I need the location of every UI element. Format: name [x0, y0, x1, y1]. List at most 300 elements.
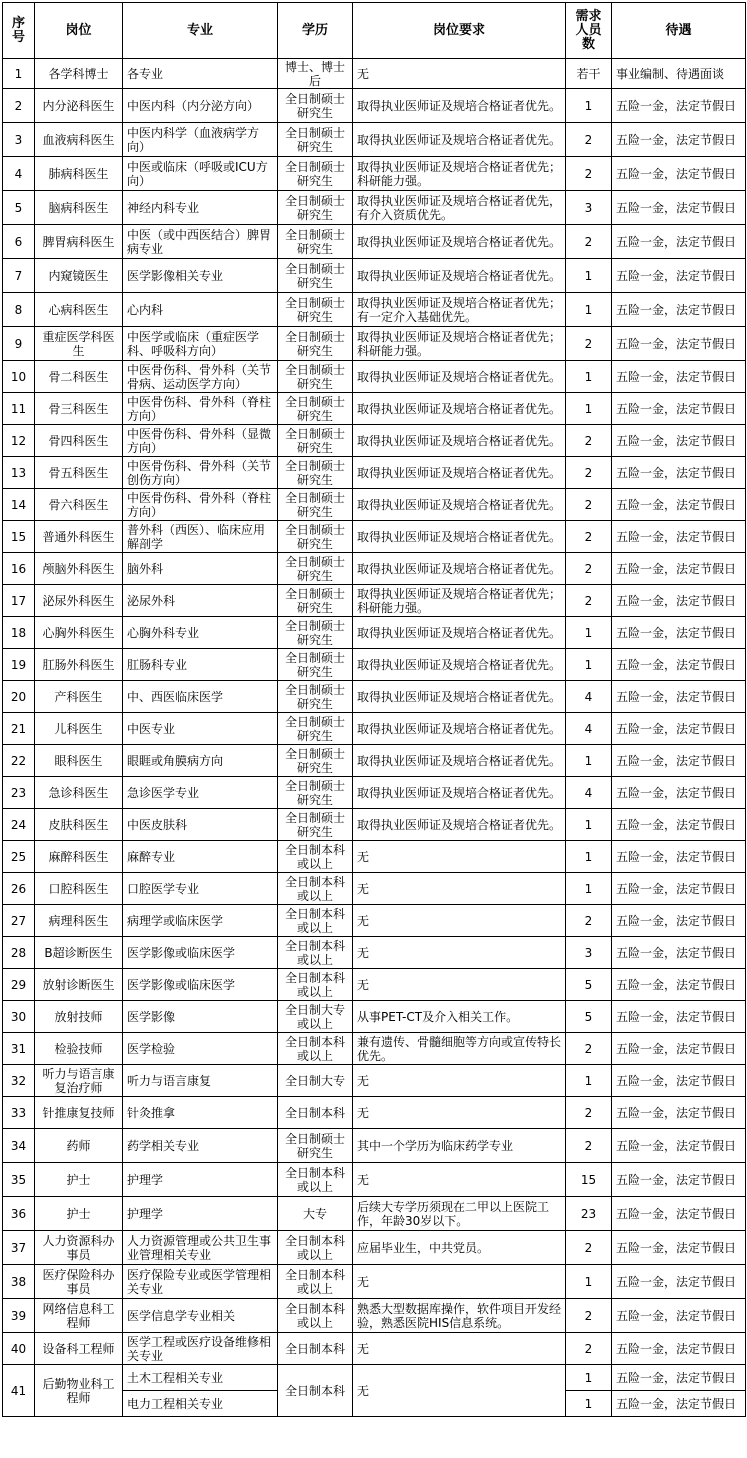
cell-requirements: 无	[353, 905, 566, 937]
cell-count: 2	[566, 585, 612, 617]
cell-benefits: 五险一金，法定节假日	[612, 1265, 746, 1299]
cell-major: 医学影像或临床医学	[123, 937, 278, 969]
cell-count: 15	[566, 1163, 612, 1197]
cell-requirements: 应届毕业生，中共党员。	[353, 1231, 566, 1265]
cell-education: 全日制本科或以上	[278, 1265, 353, 1299]
cell-major: 心内科	[123, 293, 278, 327]
cell-count: 2	[566, 1097, 612, 1129]
cell-requirements: 无	[353, 1065, 566, 1097]
table-row	[3, 1197, 746, 1231]
cell-benefits: 五险一金，法定节假日	[612, 1365, 746, 1391]
cell-requirements: 取得执业医师证及规培合格证者优先。	[353, 681, 566, 713]
cell-requirements: 取得执业医师证及规培合格证者优先。	[353, 489, 566, 521]
cell-position: 儿科医生	[35, 713, 123, 745]
cell-requirements: 无	[353, 873, 566, 905]
cell-major: 中医内科学（血液病学方向）	[123, 123, 278, 157]
cell-position: 放射诊断医生	[35, 969, 123, 1001]
cell-seq: 16	[3, 553, 35, 585]
cell-position: 各学科博士	[35, 59, 123, 89]
cell-benefits: 五险一金，法定节假日	[612, 649, 746, 681]
cell-education: 全日制本科或以上	[278, 1299, 353, 1333]
cell-education: 全日制本科或以上	[278, 1231, 353, 1265]
cell-count: 若干	[566, 59, 612, 89]
cell-count: 23	[566, 1197, 612, 1231]
cell-position: 心胸外科医生	[35, 617, 123, 649]
cell-major: 土木工程相关专业	[123, 1365, 278, 1391]
cell-seq: 28	[3, 937, 35, 969]
table-row	[3, 1065, 746, 1097]
cell-requirements: 取得执业医师证及规培合格证者优先。	[353, 713, 566, 745]
cell-requirements: 取得执业医师证及规培合格证者优先；有一定介入基础优先。	[353, 293, 566, 327]
cell-benefits: 五险一金，法定节假日	[612, 553, 746, 585]
cell-major: 心胸外科专业	[123, 617, 278, 649]
cell-education: 全日制本科或以上	[278, 905, 353, 937]
cell-requirements: 无	[353, 1097, 566, 1129]
cell-count: 3	[566, 191, 612, 225]
cell-benefits: 五险一金，法定节假日	[612, 681, 746, 713]
table-row	[3, 457, 746, 489]
cell-major: 中医皮肤科	[123, 809, 278, 841]
cell-major: 眼睚或角膜病方向	[123, 745, 278, 777]
cell-seq: 8	[3, 293, 35, 327]
table-row	[3, 905, 746, 937]
table-row	[3, 393, 746, 425]
cell-major: 中医（或中西医结合）脾胃病专业	[123, 225, 278, 259]
cell-seq: 39	[3, 1299, 35, 1333]
cell-count: 2	[566, 905, 612, 937]
cell-seq: 35	[3, 1163, 35, 1197]
table-row	[3, 745, 746, 777]
cell-requirements: 后续大专学历须现在二甲以上医院工作，年龄30岁以下。	[353, 1197, 566, 1231]
table-row	[3, 969, 746, 1001]
cell-benefits: 五险一金，法定节假日	[612, 457, 746, 489]
cell-count: 2	[566, 327, 612, 361]
cell-benefits: 五险一金，法定节假日	[612, 809, 746, 841]
cell-count: 4	[566, 777, 612, 809]
cell-major: 电力工程相关专业	[123, 1391, 278, 1417]
cell-major: 医学影像相关专业	[123, 259, 278, 293]
cell-major: 听力与语言康复	[123, 1065, 278, 1097]
cell-major: 肛肠科专业	[123, 649, 278, 681]
cell-requirements: 熟悉大型数据库操作，软件项目开发经验，熟悉医院HIS信息系统。	[353, 1299, 566, 1333]
cell-major: 医学信息学专业相关	[123, 1299, 278, 1333]
cell-count: 2	[566, 1333, 612, 1365]
cell-major: 急诊医学专业	[123, 777, 278, 809]
cell-major: 医学影像或临床医学	[123, 969, 278, 1001]
cell-requirements: 无	[353, 1365, 566, 1417]
cell-education: 大专	[278, 1197, 353, 1231]
cell-position: 脑病科医生	[35, 191, 123, 225]
cell-seq: 19	[3, 649, 35, 681]
table-row	[3, 841, 746, 873]
table-row	[3, 89, 746, 123]
cell-seq: 14	[3, 489, 35, 521]
cell-count: 5	[566, 1001, 612, 1033]
cell-position: 普通外科医生	[35, 521, 123, 553]
cell-count: 1	[566, 1391, 612, 1417]
table-row	[3, 681, 746, 713]
cell-seq: 6	[3, 225, 35, 259]
cell-requirements: 取得执业医师证及规培合格证者优先。	[353, 425, 566, 457]
cell-seq: 31	[3, 1033, 35, 1065]
cell-position: 产科医生	[35, 681, 123, 713]
cell-major: 医疗保险专业或医学管理相关专业	[123, 1265, 278, 1299]
cell-seq: 37	[3, 1231, 35, 1265]
table-row	[3, 1033, 746, 1065]
cell-benefits: 五险一金，法定节假日	[612, 259, 746, 293]
cell-benefits: 五险一金，法定节假日	[612, 425, 746, 457]
cell-major: 中医骨伤科、骨外科（脊柱方向）	[123, 489, 278, 521]
cell-position: 设备科工程师	[35, 1333, 123, 1365]
cell-education: 全日制硕士研究生	[278, 585, 353, 617]
cell-seq: 29	[3, 969, 35, 1001]
cell-position: 肺病科医生	[35, 157, 123, 191]
cell-seq: 20	[3, 681, 35, 713]
cell-education: 全日制硕士研究生	[278, 1129, 353, 1163]
cell-requirements: 从事PET-CT及介入相关工作。	[353, 1001, 566, 1033]
cell-requirements: 取得执业医师证及规培合格证者优先。	[353, 89, 566, 123]
cell-count: 1	[566, 873, 612, 905]
cell-education: 全日制硕士研究生	[278, 259, 353, 293]
cell-major: 中医骨伤科、骨外科（关节创伤方向）	[123, 457, 278, 489]
table-row	[3, 585, 746, 617]
cell-position: 骨四科医生	[35, 425, 123, 457]
table-row	[3, 809, 746, 841]
cell-count: 2	[566, 553, 612, 585]
cell-position: 听力与语言康复治疗师	[35, 1065, 123, 1097]
cell-benefits: 五险一金，法定节假日	[612, 905, 746, 937]
cell-education: 全日制硕士研究生	[278, 617, 353, 649]
cell-position: 内分泌科医生	[35, 89, 123, 123]
cell-education: 全日制本科	[278, 1365, 353, 1417]
cell-benefits: 五险一金，法定节假日	[612, 617, 746, 649]
cell-count: 2	[566, 521, 612, 553]
cell-benefits: 五险一金，法定节假日	[612, 1197, 746, 1231]
cell-major: 护理学	[123, 1163, 278, 1197]
cell-requirements: 取得执业医师证及规培合格证者优先。	[353, 809, 566, 841]
table-row	[3, 293, 746, 327]
cell-count: 2	[566, 123, 612, 157]
cell-position: 麻醉科医生	[35, 841, 123, 873]
cell-position: 颅脑外科医生	[35, 553, 123, 585]
cell-count: 1	[566, 393, 612, 425]
cell-education: 全日制本科或以上	[278, 873, 353, 905]
header-major: 专业	[123, 3, 278, 59]
cell-count: 1	[566, 1265, 612, 1299]
header-seq: 序号	[3, 3, 35, 59]
cell-benefits: 五险一金，法定节假日	[612, 937, 746, 969]
cell-position: 骨二科医生	[35, 361, 123, 393]
cell-count: 1	[566, 617, 612, 649]
cell-benefits: 五险一金，法定节假日	[612, 585, 746, 617]
cell-education: 全日制硕士研究生	[278, 681, 353, 713]
cell-requirements: 无	[353, 1333, 566, 1365]
table-row	[3, 157, 746, 191]
table-row	[3, 361, 746, 393]
cell-requirements: 取得执业医师证及规培合格证者优先，有介入资质优先。	[353, 191, 566, 225]
cell-seq: 40	[3, 1333, 35, 1365]
cell-major: 中医专业	[123, 713, 278, 745]
cell-education: 全日制本科或以上	[278, 1163, 353, 1197]
cell-seq: 38	[3, 1265, 35, 1299]
cell-position: 放射技师	[35, 1001, 123, 1033]
cell-count: 4	[566, 681, 612, 713]
cell-requirements: 取得执业医师证及规培合格证者优先。	[353, 457, 566, 489]
cell-major: 病理学或临床医学	[123, 905, 278, 937]
cell-major: 中医骨伤科、骨外科（显微方向）	[123, 425, 278, 457]
cell-education: 全日制大专	[278, 1065, 353, 1097]
table-row	[3, 937, 746, 969]
cell-count: 1	[566, 1365, 612, 1391]
cell-seq: 27	[3, 905, 35, 937]
cell-requirements: 取得执业医师证及规培合格证者优先。	[353, 777, 566, 809]
cell-position: 病理科医生	[35, 905, 123, 937]
cell-requirements: 无	[353, 59, 566, 89]
cell-seq: 11	[3, 393, 35, 425]
cell-major: 人力资源管理或公共卫生事业管理相关专业	[123, 1231, 278, 1265]
cell-requirements: 取得执业医师证及规培合格证者优先。	[353, 553, 566, 585]
cell-count: 1	[566, 809, 612, 841]
cell-seq: 1	[3, 59, 35, 89]
cell-seq: 12	[3, 425, 35, 457]
cell-count: 5	[566, 969, 612, 1001]
cell-benefits: 五险一金，法定节假日	[612, 1033, 746, 1065]
cell-requirements: 无	[353, 1163, 566, 1197]
cell-seq: 17	[3, 585, 35, 617]
cell-requirements: 取得执业医师证及规培合格证者优先。	[353, 123, 566, 157]
cell-requirements: 无	[353, 1265, 566, 1299]
cell-position: 眼科医生	[35, 745, 123, 777]
cell-position: 护士	[35, 1163, 123, 1197]
cell-education: 全日制硕士研究生	[278, 393, 353, 425]
cell-benefits: 五险一金，法定节假日	[612, 1001, 746, 1033]
cell-position: 急诊科医生	[35, 777, 123, 809]
cell-education: 博士、博士后	[278, 59, 353, 89]
table-row	[3, 1001, 746, 1033]
cell-seq: 23	[3, 777, 35, 809]
cell-benefits: 五险一金，法定节假日	[612, 841, 746, 873]
cell-benefits: 五险一金，法定节假日	[612, 1065, 746, 1097]
cell-position: 针推康复技师	[35, 1097, 123, 1129]
cell-major: 中医或临床（呼吸或ICU方向）	[123, 157, 278, 191]
cell-benefits: 五险一金，法定节假日	[612, 777, 746, 809]
cell-benefits: 五险一金，法定节假日	[612, 393, 746, 425]
cell-position: 口腔科医生	[35, 873, 123, 905]
cell-benefits: 事业编制、待遇面谈	[612, 59, 746, 89]
cell-requirements: 兼有遗传、骨髓细胞等方向或宣传特长优先。	[353, 1033, 566, 1065]
table-row	[3, 1097, 746, 1129]
cell-count: 2	[566, 225, 612, 259]
cell-seq: 24	[3, 809, 35, 841]
cell-seq: 13	[3, 457, 35, 489]
table-row	[3, 777, 746, 809]
header-count: 需求人员数	[566, 3, 612, 59]
cell-seq: 34	[3, 1129, 35, 1163]
cell-count: 2	[566, 157, 612, 191]
cell-requirements: 取得执业医师证及规培合格证者优先。	[353, 393, 566, 425]
cell-major: 护理学	[123, 1197, 278, 1231]
cell-seq: 9	[3, 327, 35, 361]
cell-education: 全日制硕士研究生	[278, 745, 353, 777]
cell-education: 全日制大专或以上	[278, 1001, 353, 1033]
cell-major: 普外科（西医）、临床应用解剖学	[123, 521, 278, 553]
cell-requirements: 取得执业医师证及规培合格证者优先。	[353, 361, 566, 393]
cell-major: 麻醉专业	[123, 841, 278, 873]
cell-education: 全日制硕士研究生	[278, 777, 353, 809]
cell-requirements: 无	[353, 937, 566, 969]
cell-seq: 33	[3, 1097, 35, 1129]
table-row	[3, 1299, 746, 1333]
cell-requirements: 取得执业医师证及规培合格证者优先。	[353, 521, 566, 553]
cell-major: 神经内科专业	[123, 191, 278, 225]
cell-education: 全日制硕士研究生	[278, 89, 353, 123]
cell-benefits: 五险一金，法定节假日	[612, 293, 746, 327]
cell-education: 全日制硕士研究生	[278, 553, 353, 585]
cell-seq: 4	[3, 157, 35, 191]
cell-position: 脾胃病科医生	[35, 225, 123, 259]
cell-position: 骨三科医生	[35, 393, 123, 425]
cell-education: 全日制硕士研究生	[278, 457, 353, 489]
cell-count: 2	[566, 457, 612, 489]
cell-seq: 36	[3, 1197, 35, 1231]
cell-benefits: 五险一金，法定节假日	[612, 873, 746, 905]
cell-major: 中医学或临床（重症医学科、呼吸科方向）	[123, 327, 278, 361]
table-row	[3, 873, 746, 905]
cell-major: 药学相关专业	[123, 1129, 278, 1163]
cell-education: 全日制硕士研究生	[278, 123, 353, 157]
cell-seq: 10	[3, 361, 35, 393]
cell-major: 中医内科（内分泌方向）	[123, 89, 278, 123]
cell-requirements: 取得执业医师证及规培合格证者优先。	[353, 745, 566, 777]
cell-benefits: 五险一金，法定节假日	[612, 521, 746, 553]
cell-position: 医疗保险科办事员	[35, 1265, 123, 1299]
cell-education: 全日制本科或以上	[278, 937, 353, 969]
cell-education: 全日制硕士研究生	[278, 293, 353, 327]
cell-major: 针灸推拿	[123, 1097, 278, 1129]
cell-education: 全日制硕士研究生	[278, 521, 353, 553]
cell-position: 肛肠外科医生	[35, 649, 123, 681]
header-education: 学历	[278, 3, 353, 59]
cell-count: 1	[566, 89, 612, 123]
header-benefits: 待遇	[612, 3, 746, 59]
cell-seq: 2	[3, 89, 35, 123]
cell-seq: 5	[3, 191, 35, 225]
cell-major: 中、西医临床医学	[123, 681, 278, 713]
table-row	[3, 123, 746, 157]
cell-benefits: 五险一金，法定节假日	[612, 1163, 746, 1197]
header-row	[3, 3, 746, 59]
table-row	[3, 1231, 746, 1265]
cell-requirements: 取得执业医师证及规培合格证者优先。	[353, 225, 566, 259]
cell-count: 1	[566, 745, 612, 777]
table-row	[3, 259, 746, 293]
cell-major: 医学检验	[123, 1033, 278, 1065]
cell-seq: 18	[3, 617, 35, 649]
cell-education: 全日制本科或以上	[278, 1033, 353, 1065]
cell-major: 医学影像	[123, 1001, 278, 1033]
cell-requirements: 取得执业医师证及规培合格证者优先。	[353, 259, 566, 293]
cell-requirements: 取得执业医师证及规培合格证者优先。	[353, 649, 566, 681]
header-position: 岗位	[35, 3, 123, 59]
cell-seq: 25	[3, 841, 35, 873]
table-row	[3, 649, 746, 681]
cell-requirements: 取得执业医师证及规培合格证者优先；科研能力强。	[353, 585, 566, 617]
cell-count: 3	[566, 937, 612, 969]
cell-major: 泌尿外科	[123, 585, 278, 617]
cell-count: 1	[566, 259, 612, 293]
cell-count: 1	[566, 293, 612, 327]
cell-position: 骨五科医生	[35, 457, 123, 489]
cell-seq: 26	[3, 873, 35, 905]
cell-position: 网络信息科工程师	[35, 1299, 123, 1333]
cell-position: 血液病科医生	[35, 123, 123, 157]
cell-benefits: 五险一金，法定节假日	[612, 489, 746, 521]
table-row	[3, 327, 746, 361]
cell-benefits: 五险一金，法定节假日	[612, 1299, 746, 1333]
cell-education: 全日制硕士研究生	[278, 361, 353, 393]
cell-education: 全日制硕士研究生	[278, 809, 353, 841]
recruitment-table	[2, 2, 746, 1417]
cell-position: 重症医学科医生	[35, 327, 123, 361]
cell-count: 2	[566, 1033, 612, 1065]
cell-major: 各专业	[123, 59, 278, 89]
cell-seq: 15	[3, 521, 35, 553]
table-row	[3, 225, 746, 259]
cell-benefits: 五险一金，法定节假日	[612, 745, 746, 777]
cell-count: 1	[566, 649, 612, 681]
cell-major: 口腔医学专业	[123, 873, 278, 905]
cell-position: 人力资源科办事员	[35, 1231, 123, 1265]
cell-requirements: 取得执业医师证及规培合格证者优先。	[353, 617, 566, 649]
table-row	[3, 191, 746, 225]
cell-major: 中医骨伤科、骨外科（关节骨病、运动医学方向）	[123, 361, 278, 393]
cell-education: 全日制硕士研究生	[278, 191, 353, 225]
cell-position: 护士	[35, 1197, 123, 1231]
table-row	[3, 1365, 746, 1391]
cell-position: 心病科医生	[35, 293, 123, 327]
cell-education: 全日制硕士研究生	[278, 225, 353, 259]
cell-benefits: 五险一金，法定节假日	[612, 1129, 746, 1163]
cell-benefits: 五险一金，法定节假日	[612, 1097, 746, 1129]
cell-benefits: 五险一金，法定节假日	[612, 713, 746, 745]
cell-count: 1	[566, 361, 612, 393]
table-row	[3, 1265, 746, 1299]
cell-education: 全日制硕士研究生	[278, 649, 353, 681]
cell-count: 2	[566, 425, 612, 457]
cell-major: 脑外科	[123, 553, 278, 585]
table-row	[3, 521, 746, 553]
table-row	[3, 617, 746, 649]
cell-count: 2	[566, 489, 612, 521]
cell-seq: 32	[3, 1065, 35, 1097]
cell-requirements: 无	[353, 841, 566, 873]
cell-benefits: 五险一金，法定节假日	[612, 1391, 746, 1417]
cell-position: 药师	[35, 1129, 123, 1163]
table-body	[3, 59, 746, 1417]
cell-benefits: 五险一金，法定节假日	[612, 1333, 746, 1365]
cell-count: 4	[566, 713, 612, 745]
cell-benefits: 五险一金，法定节假日	[612, 361, 746, 393]
cell-count: 2	[566, 1231, 612, 1265]
table-row	[3, 59, 746, 89]
cell-seq: 22	[3, 745, 35, 777]
header-requirements: 岗位要求	[353, 3, 566, 59]
cell-education: 全日制本科	[278, 1097, 353, 1129]
cell-count: 2	[566, 1129, 612, 1163]
cell-count: 2	[566, 1299, 612, 1333]
cell-education: 全日制本科	[278, 1333, 353, 1365]
cell-count: 1	[566, 841, 612, 873]
